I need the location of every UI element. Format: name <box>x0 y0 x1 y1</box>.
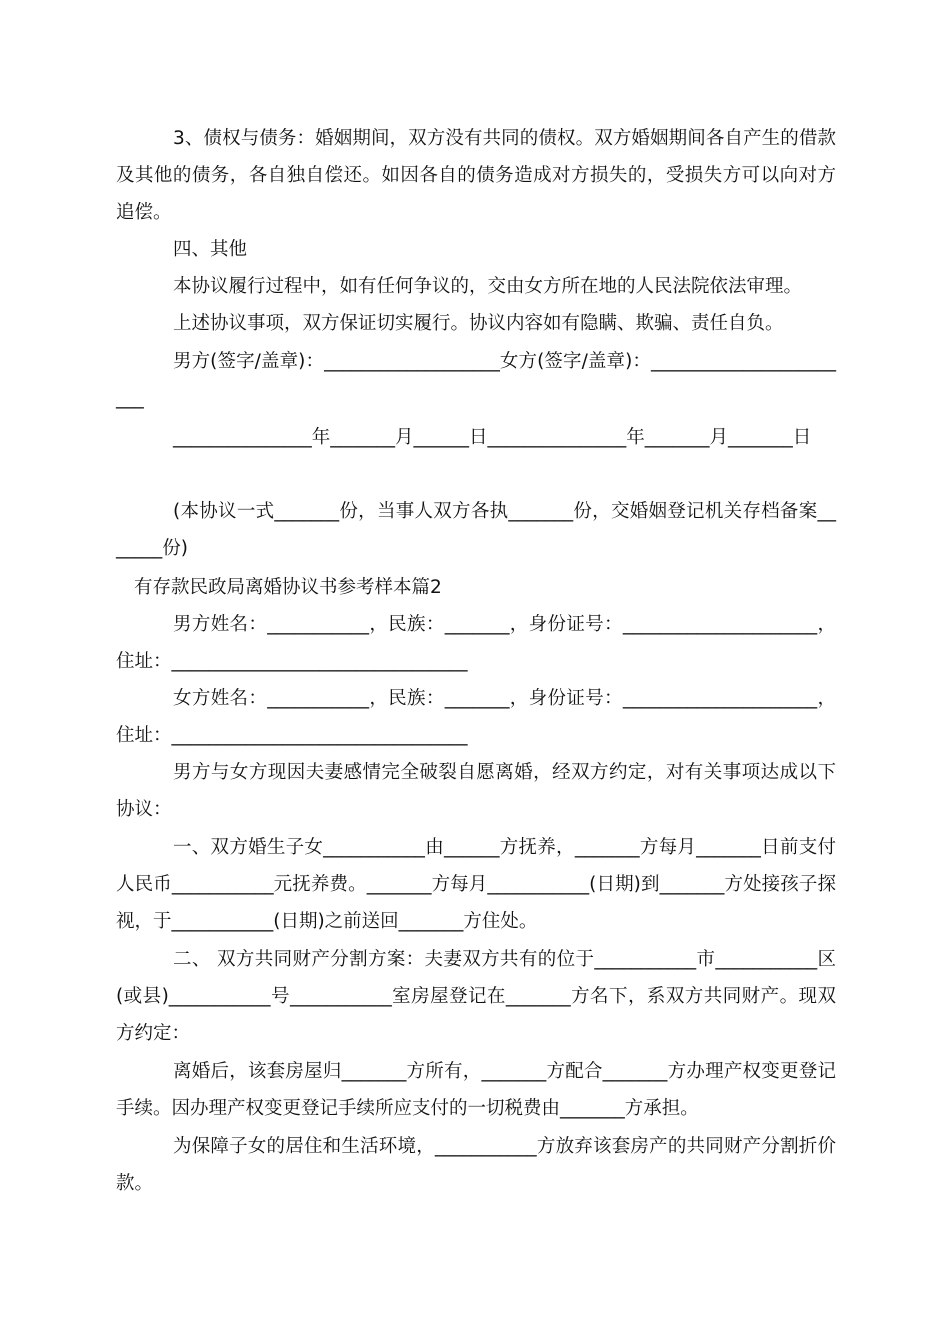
paragraph-debts: 3、债权与债务：婚姻期间，双方没有共同的债权。双方婚姻期间各自产生的借款及其他的债务，各自独自偿还。如因各自的债务造成对方损失的，受损失方可以向对方追偿。 <box>116 128 836 223</box>
paragraph-male-info: 男方姓名：___________，民族：_______，身份证号：_____________________，住址：________________________________ <box>116 614 836 672</box>
paragraph-dispute: 本协议履行过程中，如有任何争议的，交由女方所在地的人民法院依法审理。 <box>173 276 803 297</box>
paragraph-signatures: 男方(签字/盖章)：___________________女方(签字/盖章)：_______________________ <box>116 351 836 409</box>
paragraph-dates: _______________年_______月______日_______________年_______月_______日 <box>173 427 812 448</box>
paragraph-agreement-intro: 男方与女方现因夫妻感情完全破裂自愿离婚，经双方约定，对有关事项达成以下协议： <box>116 762 836 820</box>
paragraph-children: 一、双方婚生子女___________由______方抚养，_______方每月_______日前支付人民币___________元抚养费。_______方每月___________(日期)到_______方处接孩子探视，于___________(日期)之前送回_______方住处。 <box>116 837 836 932</box>
paragraph-female-info: 女方姓名：___________，民族：_______，身份证号：_____________________，住址：________________________________ <box>116 688 836 746</box>
paragraph-copies: (本协议一式_______份，当事人双方各执_______份，交婚姻登记机关存档备案_______份) <box>116 501 836 559</box>
heading-others: 四、其他 <box>173 239 248 260</box>
paragraph-house: 离婚后，该套房屋归_______方所有，_______方配合_______方办理产权变更登记手续。因办理产权变更登记手续所应支付的一切税费由_______方承担。 <box>116 1061 836 1119</box>
paragraph-guarantee: 上述协议事项，双方保证切实履行。协议内容如有隐瞒、欺骗、责任自负。 <box>173 313 784 334</box>
paragraph-property: 二、 双方共同财产分割方案：夫妻双方共有的位于___________市___________区(或县)___________号___________室房屋登记在_______方名下，系双方共同财产。现双方约定： <box>116 949 836 1044</box>
section-title: 有存款民政局离婚协议书参考样本篇2 <box>134 577 442 598</box>
paragraph-waiver: 为保障子女的居住和生活环境，___________方放弃该套房产的共同财产分割折价款。 <box>116 1136 836 1194</box>
